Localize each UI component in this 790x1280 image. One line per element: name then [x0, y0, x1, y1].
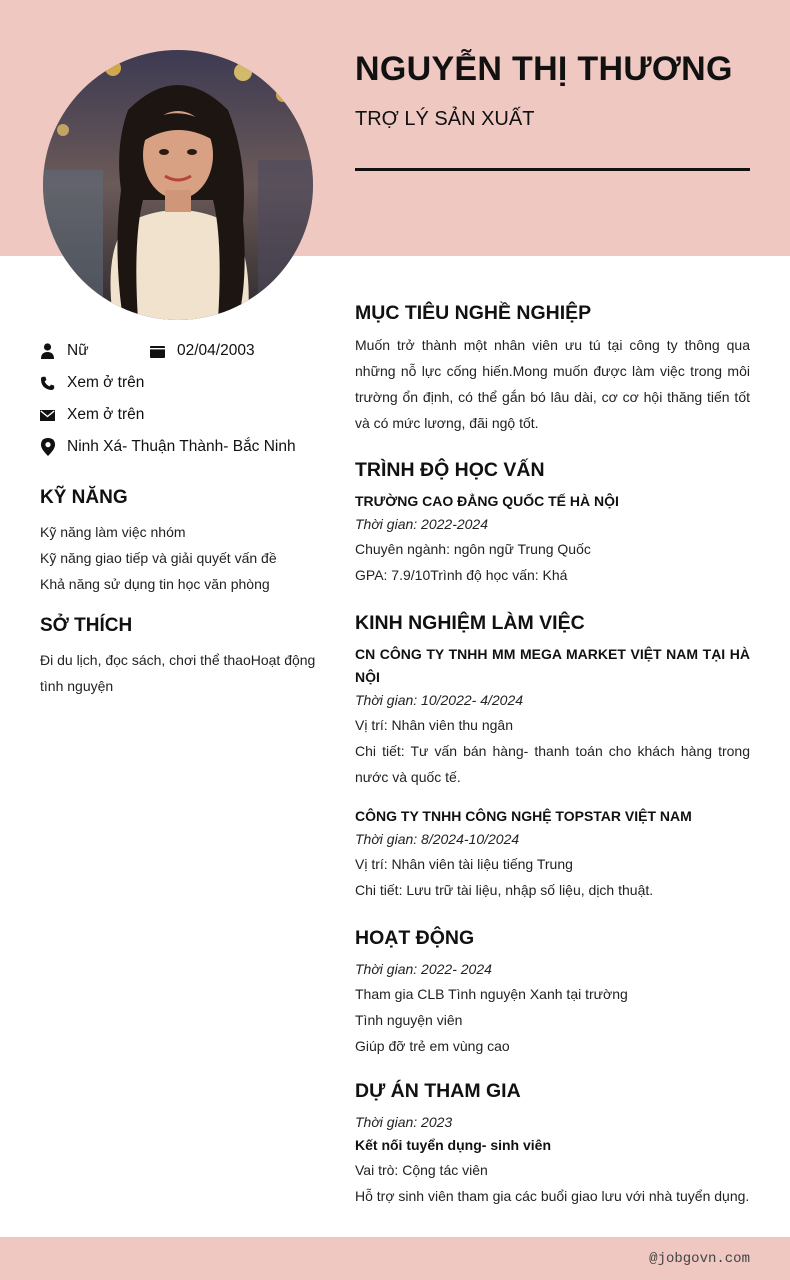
job-detail: Chi tiết: Tư vấn bán hàng- thanh toán cho khách hàng trong nước và quốc tế. [355, 743, 750, 785]
education-block [355, 490, 750, 588]
skill-item: Khả năng sử dụng tin học văn phòng [40, 576, 270, 592]
school-name: TRƯỜNG CAO ĐẲNG QUỐC TẾ HÀ NỘI [355, 493, 619, 509]
company-name: CÔNG TY TNHH CÔNG NGHỆ TOPSTAR VIỆT NAM [355, 808, 692, 824]
project-name: Kết nối tuyển dụng- sinh viên [355, 1137, 551, 1153]
birthday-row [150, 342, 255, 360]
skill-item: Kỹ năng giao tiếp và giải quyết vấn đề [40, 550, 277, 566]
projects-block [355, 1111, 750, 1209]
phone-row [40, 374, 144, 392]
education-time: Thời gian: 2022-2024 [355, 516, 488, 532]
email-row [40, 406, 144, 424]
experience-job-1 [355, 643, 750, 790]
job-time: Thời gian: 8/2024-10/2024 [355, 831, 520, 847]
activity-line: Tình nguyện viên [355, 1012, 463, 1028]
footer-brand: @jobgovn.com [649, 1251, 750, 1267]
education-heading: TRÌNH ĐỘ HỌC VẤN [355, 459, 545, 481]
job-position: Vị trí: Nhân viên thu ngân [355, 717, 513, 733]
activities-block [355, 958, 750, 1059]
job-detail: Chi tiết: Lưu trữ tài liệu, nhập số liệu, dịch thuật. [355, 882, 654, 898]
profile-photo [43, 50, 313, 320]
skills-heading: KỸ NĂNG [40, 487, 128, 508]
hobbies-text: Đi du lịch, đọc sách, chơi thể thaoHoạt động tình nguyện [40, 652, 316, 694]
activity-line: Tham gia CLB Tình nguyện Xanh tại trường [355, 986, 628, 1002]
experience-job-2 [355, 805, 750, 903]
job-position: Vị trí: Nhân viên tài liệu tiếng Trung [355, 856, 573, 872]
skill-item: Kỹ năng làm việc nhóm [40, 524, 186, 540]
skills-list [40, 519, 325, 597]
job-time: Thời gian: 10/2022- 4/2024 [355, 692, 524, 708]
job-title: TRỢ LÝ SẢN XUẤT [355, 108, 535, 130]
education-major: Chuyên ngành: ngôn ngữ Trung Quốc [355, 541, 591, 557]
education-gpa: GPA: 7.9/10Trình độ học vấn: Khá [355, 567, 568, 583]
objective-text: Muốn trở thành một nhân viên ưu tú tại công ty thông qua những nỗ lực cống hiến.Mong muốn được làm việc trong môi trường ổn định, có thể gắn bó lâu dài, cơ cơ hội thăng tiến tốt và có mức lương, đãi ngộ tốt. [355, 337, 750, 431]
objective-heading: MỤC TIÊU NGHỀ NGHIỆP [355, 302, 592, 324]
activities-heading: HOẠT ĐỘNG [355, 927, 475, 949]
project-detail: Hỗ trợ sinh viên tham gia các buổi giao lưu với nhà tuyển dụng. [355, 1188, 750, 1204]
address-value: Ninh Xá- Thuận Thành- Bắc Ninh [67, 438, 296, 455]
address-row [40, 438, 296, 456]
birthday-value: 02/04/2003 [177, 342, 255, 359]
location-pin-icon [40, 439, 55, 455]
phone-value: Xem ở trên [67, 374, 145, 391]
projects-heading: DỰ ÁN THAM GIA [355, 1080, 521, 1102]
project-role: Vai trò: Cộng tác viên [355, 1162, 488, 1178]
email-value: Xem ở trên [67, 406, 145, 423]
candidate-name: NGUYỄN THỊ THƯƠNG [355, 50, 733, 88]
mail-icon [40, 407, 55, 423]
activities-time: Thời gian: 2022- 2024 [355, 961, 492, 977]
phone-icon [40, 375, 55, 391]
company-name: CN CÔNG TY TNHH MM MEGA MARKET VIỆT NAM TẠI HÀ NỘI [355, 646, 750, 685]
title-divider [355, 168, 750, 171]
experience-heading: KINH NGHIỆM LÀM VIỆC [355, 612, 585, 634]
person-icon [40, 343, 55, 359]
gender-value: Nữ [67, 342, 89, 359]
activity-line: Giúp đỡ trẻ em vùng cao [355, 1038, 510, 1054]
hobbies-heading: SỞ THÍCH [40, 615, 133, 636]
project-time: Thời gian: 2023 [355, 1114, 453, 1130]
gender-row [40, 342, 89, 360]
calendar-icon [150, 343, 165, 359]
